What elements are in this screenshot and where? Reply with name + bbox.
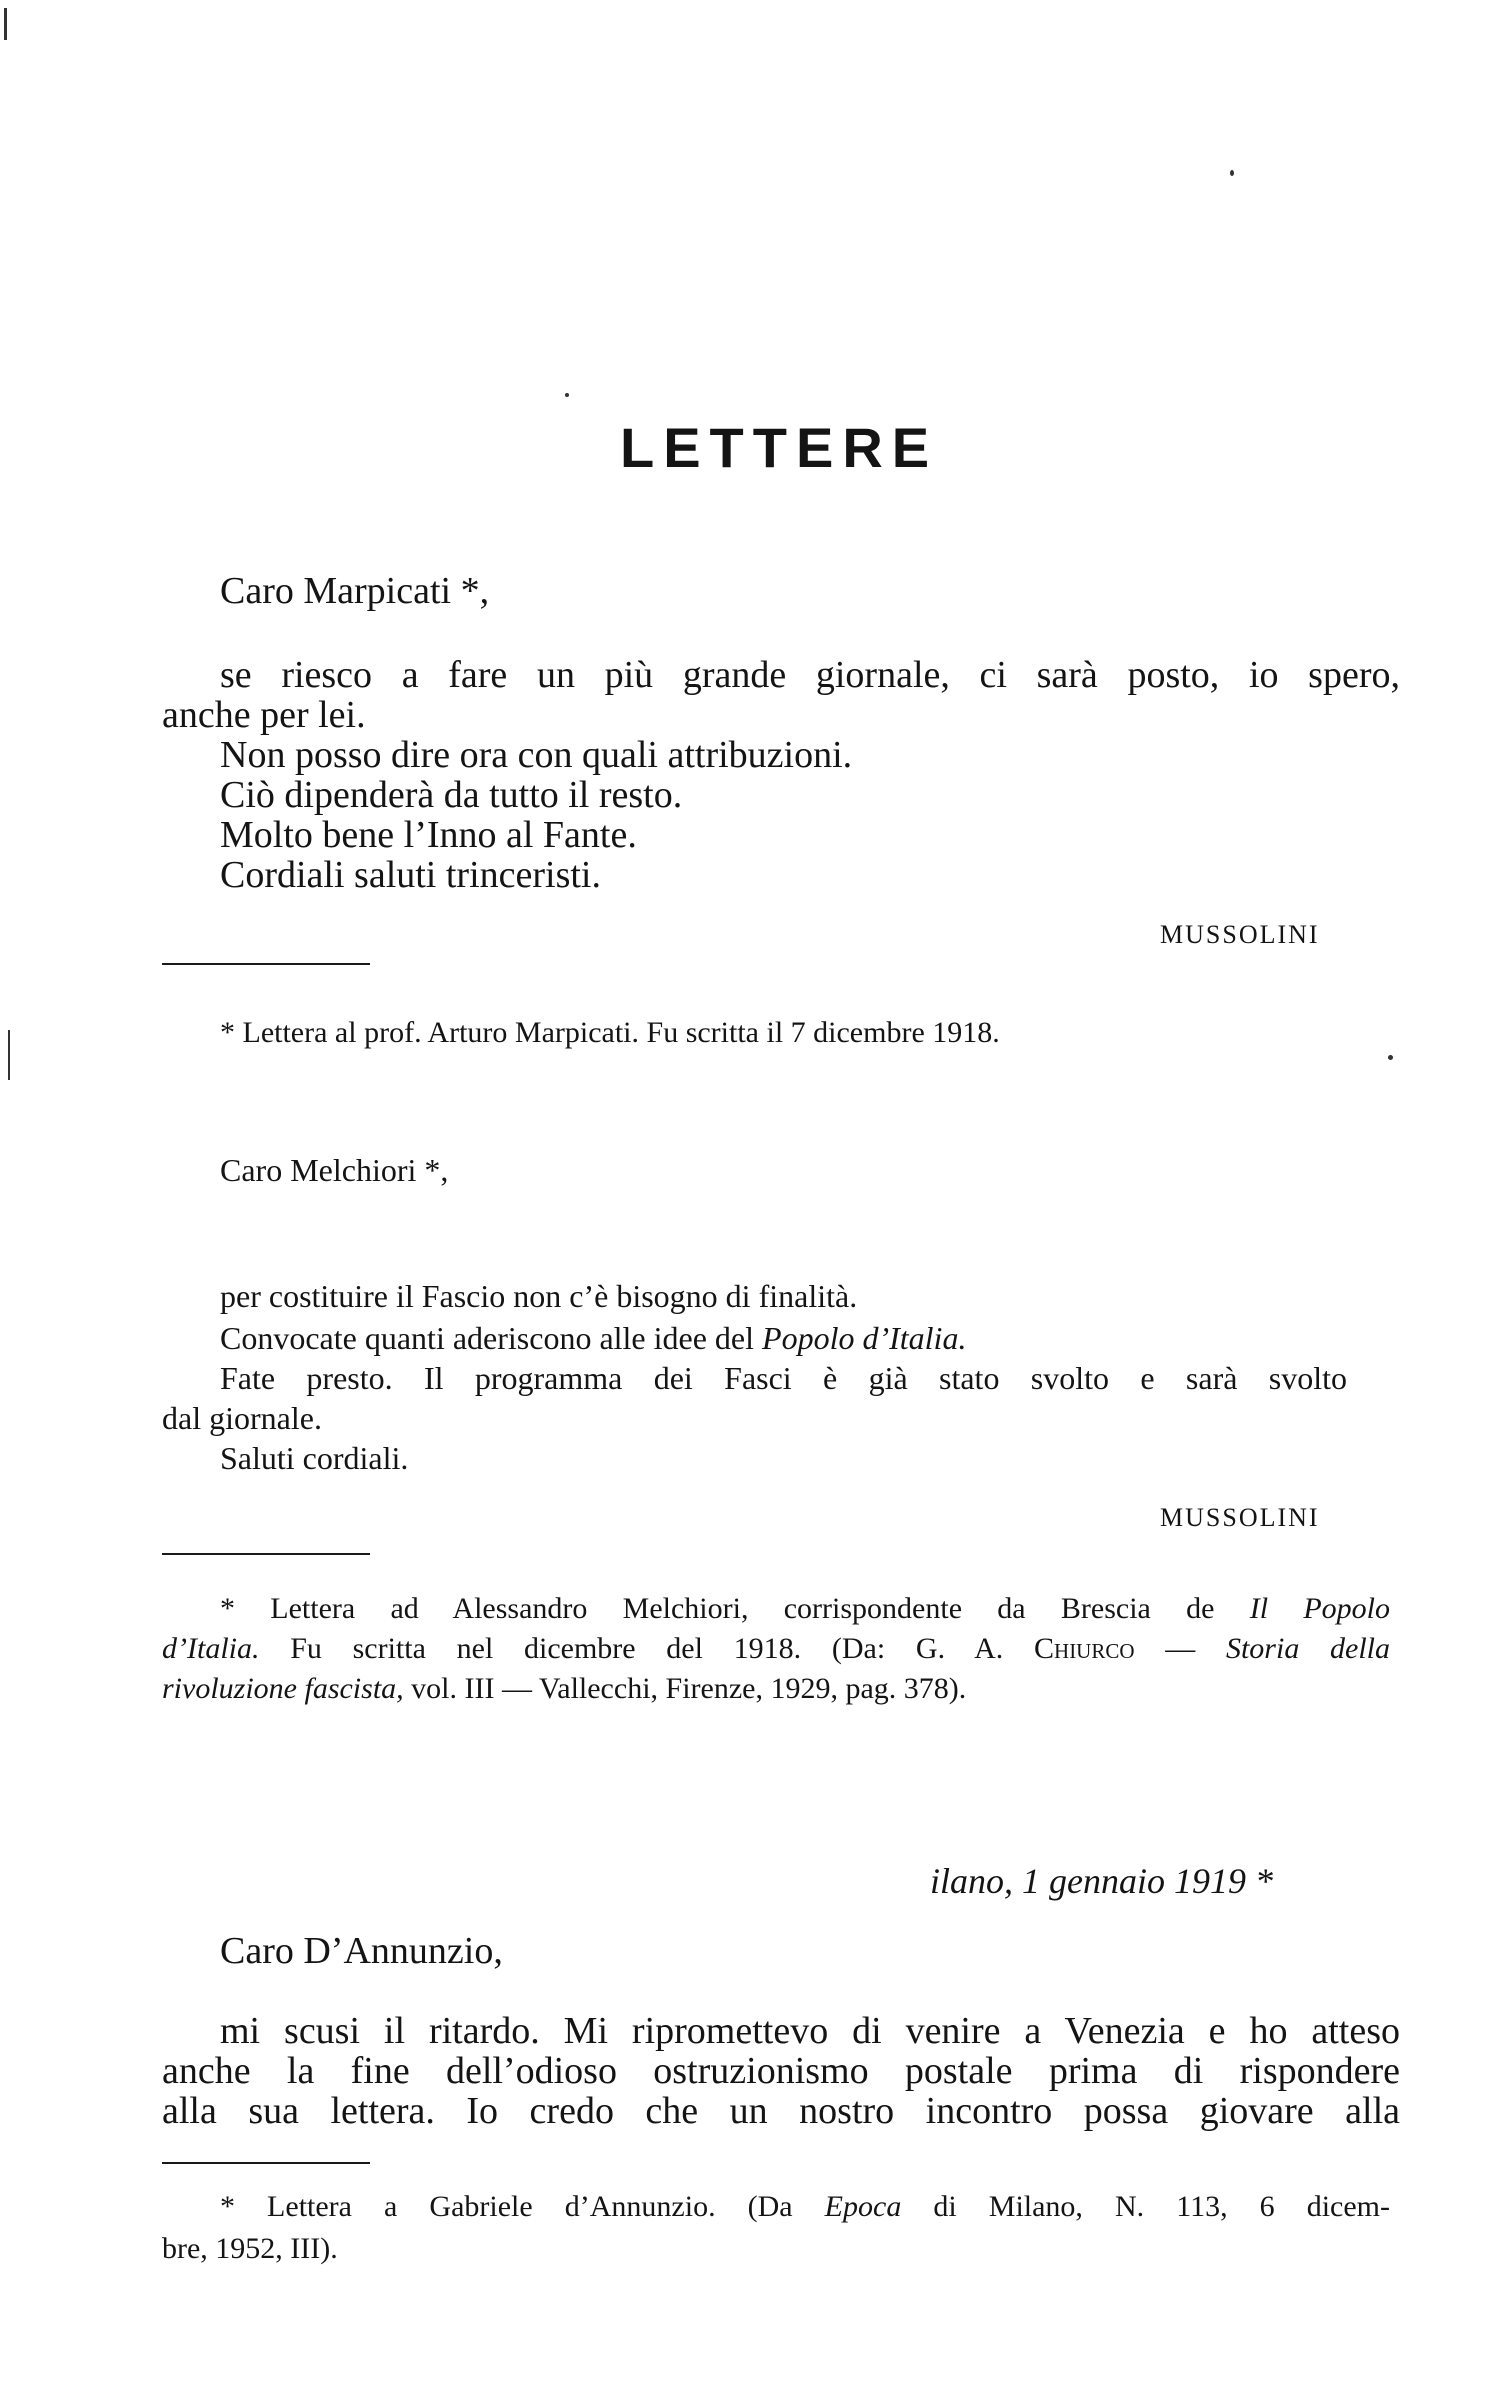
salutation: Caro Marpicati *, [220, 570, 490, 612]
body-line: Ciò dipenderà da tutto il resto. [220, 774, 683, 816]
body-line: dal giornale. [162, 1400, 322, 1436]
body-line: alla sua lettera. Io credo che un nostro incontro possa giovare alla [162, 2090, 1400, 2132]
scan-speck [1230, 170, 1234, 176]
signature: MUSSOLINI [1160, 1503, 1320, 1532]
body-line: Fate presto. Il programma dei Fasci è già stato svolto e sarà svolto [220, 1360, 1347, 1396]
salutation: Caro D’Annunzio, [220, 1930, 503, 1972]
body-line: Saluti cordiali. [220, 1440, 409, 1476]
body-line: se riesco a fare un più grande giornale, ci sarà posto, io spero, [220, 654, 1400, 696]
body-line: Cordiali saluti trinceristi. [220, 854, 601, 896]
body-line: per costituire il Fascio non c’è bisogno di finalità. [220, 1278, 858, 1314]
body-line: Non posso dire ora con quali attribuzioni. [220, 734, 853, 776]
scan-edge-mark [4, 8, 7, 40]
scan-speck [1388, 1055, 1393, 1060]
page-title: LETTERE [620, 416, 939, 479]
footnote-rule [162, 1553, 370, 1555]
dateline: ilano, 1 gennaio 1919 * [930, 1861, 1273, 1901]
body-line: mi scusi il ritardo. Mi ripromettevo di venire a Venezia e ho atteso [220, 2010, 1400, 2052]
body-line: anche per lei. [162, 694, 366, 736]
scan-edge-mark [8, 1030, 10, 1080]
footnote-line: * Lettera a Gabriele d’Annunzio. (Da Epoca di Milano, N. 113, 6 dicem- [220, 2190, 1391, 2223]
body-line: anche la fine dell’odioso ostruzionismo postale prima di rispondere [162, 2050, 1400, 2092]
footnote: * Lettera al prof. Arturo Marpicati. Fu scritta il 7 dicembre 1918. [220, 1016, 1000, 1049]
salutation: Caro Melchiori *, [220, 1152, 449, 1188]
footnote-line: rivoluzione fascista, vol. III — Vallecchi, Firenze, 1929, pag. 378). [162, 1672, 967, 1705]
footnote-line: d’Italia. Fu scritta nel dicembre del 1918. (Da: G. A. Chiurco — Storia della [162, 1632, 1391, 1665]
footnote-line: bre, 1952, III). [162, 2232, 338, 2265]
footnote-rule [162, 963, 370, 965]
body-line: Convocate quanti aderiscono alle idee del Popolo d’Italia. [220, 1320, 967, 1356]
scan-speck [565, 393, 569, 397]
footnote-rule [162, 2162, 370, 2164]
signature: MUSSOLINI [1160, 920, 1320, 949]
body-line: Molto bene l’Inno al Fante. [220, 814, 637, 856]
footnote-line: * Lettera ad Alessandro Melchiori, corrispondente da Brescia de Il Popolo [220, 1592, 1390, 1625]
